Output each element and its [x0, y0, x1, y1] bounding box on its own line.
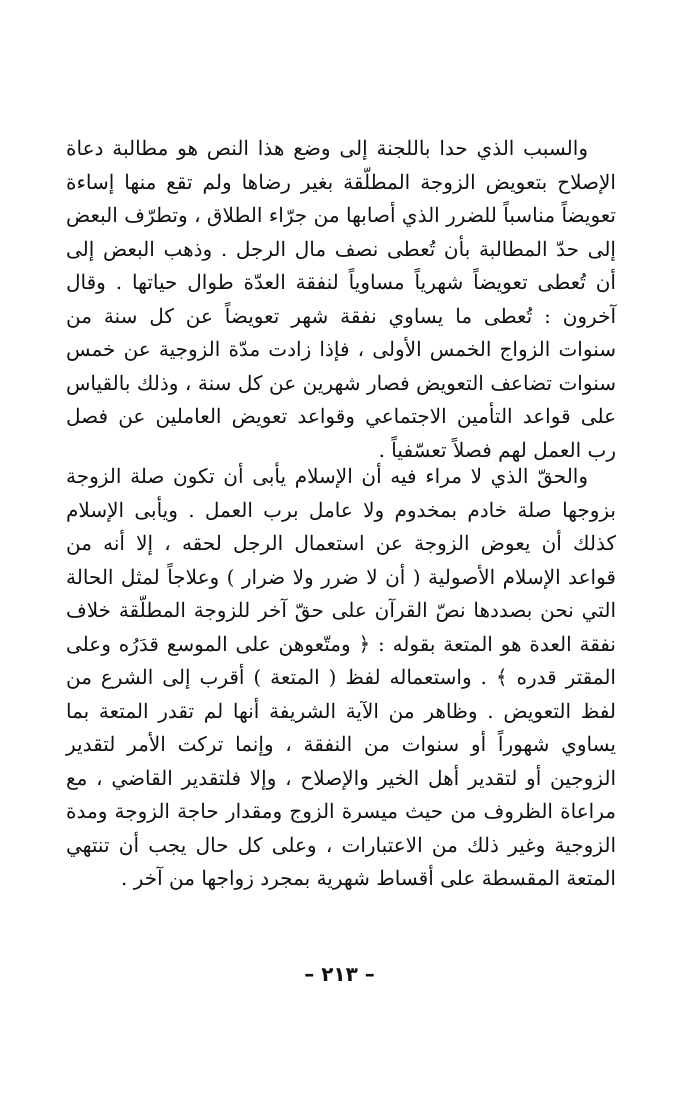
- paragraph-2: والحقّ الذي لا مراء فيه أن الإسلام يأبى أن تكون صلة الزوجة بزوجها صلة خادم بمخدوم ولا عامل برب العمل . ويأبى الإسلام كذلك أن يعوض الزوجة عن استعمال الرجل لحقه ، إلا أنه من قواعد الإسلام الأصولية ( أن لا ضرر ولا ضرار ) وعلاجاً لمثل الحالة التي نحن بصددها نصّ القرآن على حقّ آخر للزوجة المطلّقة خلاف نفقة العدة هو المتعة بقوله : ﴿ ومتّعوهن على الموسع قدَرُه وعلى المقتر قدره ﴾ . واستعماله لفظ ( المتعة ) أقرب إلى الشرع من لفظ التعويض . وظاهر من الآية الشريفة أنها لم تقدر المتعة بما يساوي شهوراً أو سنوات من النفقة ، وإنما تركت الأمر لتقدير الزوجين أو لتقدير أهل الخير والإصلاح ، وإلا فلتقدير القاضي ، مع مراعاة الظروف من حيث ميسرة الزوج ومقدار حاجة الزوجة ومدة الزوجية وغير ذلك من الاعتبارات ، وعلى كل حال يجب أن تنتهي المتعة المقسطة على أقساط شهرية بمجرد زواجها من آخر .: [66, 464, 616, 890]
- page-number: – ٢١٣ –: [304, 962, 375, 986]
- paragraph-1: والسبب الذي حدا باللجنة إلى وضع هذا النص هو مطالبة دعاة الإصلاح بتعويض الزوجة المطلّقة بغير رضاها ولم تقع منها إساءة تعويضاً مناسباً للضرر الذي أصابها من جرّاء الطلاق ، وتطرّف البعض إلى حدّ المطالبة بأن تُعطى نصف مال الرجل . وذهب البعض إلى أن تُعطى تعويضاً شهرياً مساوياً لنفقة العدّة طوال حياتها . وقال آخرون : تُعطى ما يساوي نفقة شهر تعويضاً عن كل سنة من سنوات الزواج الخمس الأولى ، فإذا زادت مدّة الزوجية عن خمس سنوات تضاعف التعويض فصار شهرين عن كل سنة ، وذلك بالقياس على قواعد التأمين الاجتماعي وقواعد تعويض العاملين عن فصل رب العمل لهم فصلاً تعسّفياً .: [66, 136, 616, 462]
